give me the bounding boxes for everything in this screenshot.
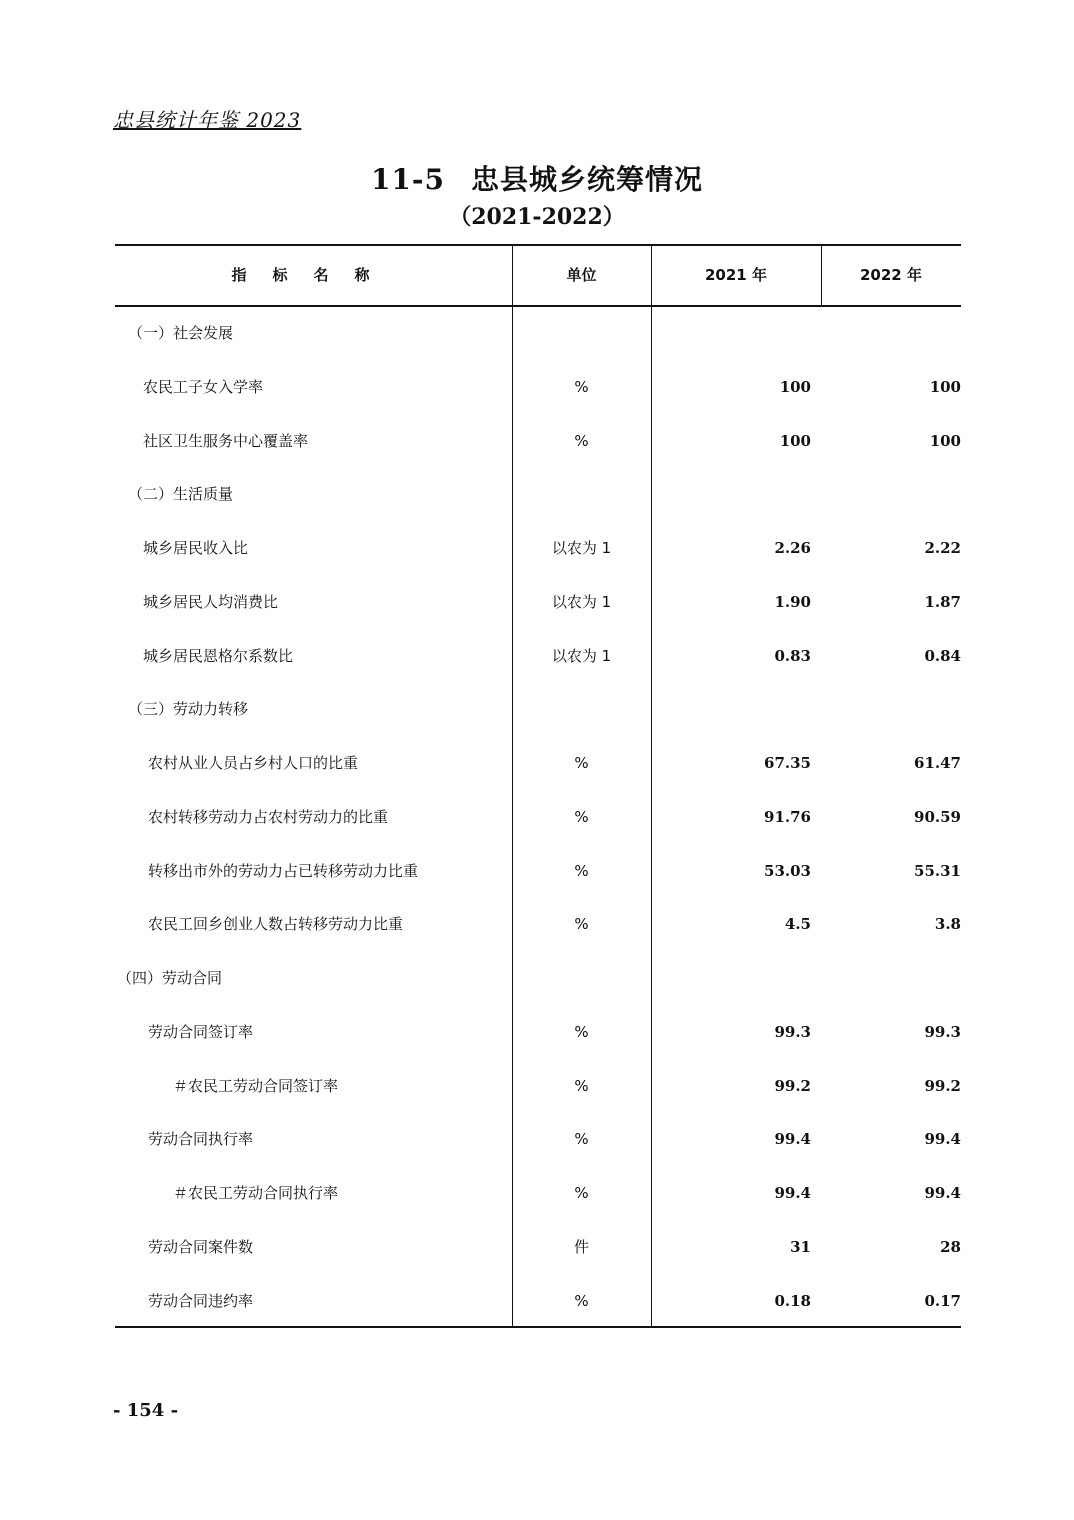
table-body bbox=[115, 307, 961, 1328]
row-unit: 件 bbox=[573, 1237, 589, 1256]
row-value-2021: 31 bbox=[790, 1237, 811, 1256]
row-value-2021: 0.83 bbox=[774, 646, 811, 665]
row-value-2022: 28 bbox=[940, 1237, 961, 1256]
row-name: 劳动合同违约率 bbox=[148, 1291, 254, 1310]
row-name: ＃农民工劳动合同执行率 bbox=[173, 1184, 339, 1202]
row-value-2022: 100 bbox=[929, 431, 961, 450]
table-row bbox=[115, 415, 961, 469]
row-value-2021 bbox=[651, 683, 811, 737]
row-value-2021: 1.90 bbox=[774, 592, 811, 611]
row-name: 劳动合同执行率 bbox=[148, 1130, 254, 1149]
row-unit: % bbox=[574, 1130, 589, 1149]
running-head: 忠县统计年鉴 2023 bbox=[113, 108, 302, 132]
table-row bbox=[115, 1275, 961, 1329]
row-value-2021 bbox=[651, 307, 811, 361]
row-value-2022: 55.31 bbox=[914, 861, 961, 880]
row-unit bbox=[512, 683, 651, 737]
row-unit bbox=[512, 952, 651, 1006]
row-value-2021: 67.35 bbox=[764, 754, 811, 772]
row-unit: 以农为 1 bbox=[551, 539, 612, 557]
row-name: 城乡居民收入比 bbox=[143, 539, 249, 557]
row-value-2021: 91.76 bbox=[764, 807, 811, 826]
row-value-2022: 99.4 bbox=[924, 1184, 961, 1202]
row-value-2022: 0.84 bbox=[924, 646, 961, 665]
table-row bbox=[115, 898, 961, 952]
row-value-2021: 99.2 bbox=[774, 1076, 811, 1095]
table-number: 11-5 bbox=[370, 163, 446, 196]
table-row bbox=[115, 1006, 961, 1060]
row-unit: % bbox=[574, 1076, 589, 1095]
row-value-2021: 0.18 bbox=[774, 1291, 811, 1310]
row-value-2021: 99.3 bbox=[774, 1022, 811, 1041]
row-value-2022: 99.4 bbox=[924, 1130, 961, 1149]
table-row bbox=[115, 307, 961, 361]
row-unit: 以农为 1 bbox=[551, 646, 612, 665]
row-name: 城乡居民恩格尔系数比 bbox=[143, 646, 294, 665]
row-name: （一）社会发展 bbox=[128, 324, 234, 342]
row-value-2021 bbox=[651, 952, 811, 1006]
row-unit: % bbox=[574, 1184, 589, 1202]
row-value-2021: 53.03 bbox=[764, 861, 811, 880]
row-unit: % bbox=[574, 1022, 589, 1041]
row-name: 农民工子女入学率 bbox=[143, 377, 264, 396]
row-unit: % bbox=[574, 754, 589, 772]
row-value-2022 bbox=[821, 683, 961, 737]
row-name: （四）劳动合同 bbox=[117, 969, 223, 987]
row-value-2021: 4.5 bbox=[784, 915, 811, 934]
row-name: 农民工回乡创业人数占转移劳动力比重 bbox=[148, 915, 404, 934]
column-header-unit: 单位 bbox=[566, 266, 597, 284]
row-value-2022: 1.87 bbox=[924, 592, 961, 611]
row-name: ＃农民工劳动合同签订率 bbox=[173, 1076, 339, 1095]
table-row bbox=[115, 791, 961, 845]
table-row bbox=[115, 737, 961, 791]
row-value-2022: 100 bbox=[929, 377, 961, 396]
row-value-2021: 99.4 bbox=[774, 1130, 811, 1149]
row-name: 城乡居民人均消费比 bbox=[143, 592, 279, 611]
table-row bbox=[115, 683, 961, 737]
table-row bbox=[115, 1060, 961, 1114]
row-name: （三）劳动力转移 bbox=[128, 700, 249, 719]
row-value-2022: 90.59 bbox=[914, 807, 961, 826]
table-title-text: 忠县城乡统筹情况 bbox=[471, 163, 704, 196]
row-name: 社区卫生服务中心覆盖率 bbox=[143, 431, 309, 450]
row-name: 农村转移劳动力占农村劳动力的比重 bbox=[148, 807, 389, 826]
row-name: 劳动合同案件数 bbox=[148, 1237, 254, 1256]
row-unit: % bbox=[574, 915, 589, 934]
row-value-2022: 99.3 bbox=[924, 1022, 961, 1041]
row-unit: % bbox=[574, 807, 589, 826]
column-header-2022: 2022 年 bbox=[860, 266, 922, 284]
table-title bbox=[0, 158, 1074, 198]
row-unit bbox=[512, 307, 651, 361]
page-number: - 154 - bbox=[113, 1400, 179, 1421]
row-value-2022 bbox=[821, 952, 961, 1006]
row-unit bbox=[512, 468, 651, 522]
row-value-2021: 100 bbox=[779, 377, 811, 396]
row-value-2022: 3.8 bbox=[934, 915, 961, 934]
table-row bbox=[115, 1113, 961, 1167]
table-row bbox=[115, 1167, 961, 1221]
row-name: （二）生活质量 bbox=[128, 485, 234, 504]
table-row bbox=[115, 468, 961, 522]
table-subtitle: （2021-2022） bbox=[449, 204, 625, 230]
row-value-2022: 0.17 bbox=[924, 1291, 961, 1310]
table-row bbox=[115, 522, 961, 576]
row-unit: % bbox=[574, 431, 589, 450]
row-value-2022: 99.2 bbox=[924, 1076, 961, 1095]
table-row bbox=[115, 576, 961, 630]
row-unit: % bbox=[574, 1291, 589, 1310]
row-value-2022 bbox=[821, 468, 961, 522]
row-value-2021 bbox=[651, 468, 811, 522]
row-unit: % bbox=[574, 377, 589, 396]
column-header-name: 指标名称 bbox=[231, 266, 396, 284]
table-row bbox=[115, 1221, 961, 1275]
row-name: 劳动合同签订率 bbox=[148, 1022, 254, 1041]
table-row bbox=[115, 845, 961, 899]
row-name: 转移出市外的劳动力占已转移劳动力比重 bbox=[148, 861, 419, 880]
column-header-2021: 2021 年 bbox=[705, 266, 767, 284]
row-value-2021: 2.26 bbox=[774, 539, 811, 557]
table-row bbox=[115, 630, 961, 684]
row-value-2022: 2.22 bbox=[924, 539, 961, 557]
table-row bbox=[115, 361, 961, 415]
row-unit: % bbox=[574, 861, 589, 880]
row-name: 农村从业人员占乡村人口的比重 bbox=[148, 754, 359, 772]
table-row bbox=[115, 952, 961, 1006]
row-value-2021: 100 bbox=[779, 431, 811, 450]
row-value-2022 bbox=[821, 307, 961, 361]
row-value-2022: 61.47 bbox=[914, 754, 961, 772]
row-value-2021: 99.4 bbox=[774, 1184, 811, 1202]
row-unit: 以农为 1 bbox=[551, 592, 612, 611]
